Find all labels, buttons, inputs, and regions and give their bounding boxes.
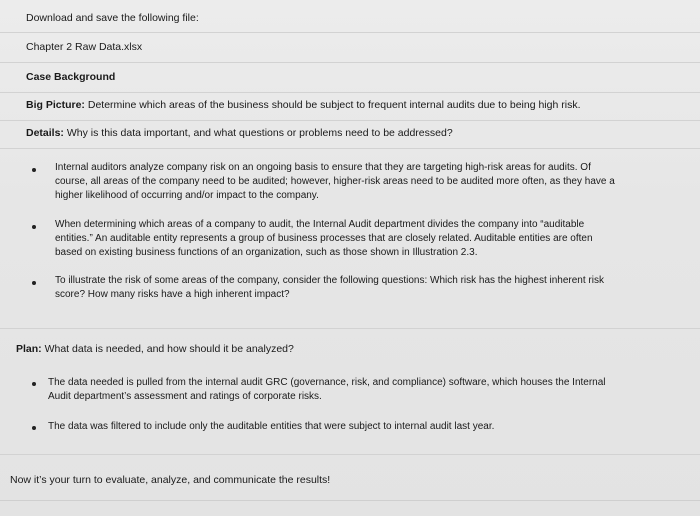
- paragraph-line: The data was filtered to include only the auditable entities that were subject to internal audit last year.: [48, 421, 495, 432]
- bullet-marker: [32, 168, 36, 172]
- big-picture-line: [26, 97, 580, 113]
- paragraph-line: The data needed is pulled from the internal audit GRC (governance, risk, and compliance) software, which houses the Internal: [48, 377, 606, 388]
- paragraph-line: higher likelihood of occurring and/or impact to the company.: [55, 190, 319, 201]
- bottom-divider: [0, 500, 700, 501]
- case-bullet-3: [55, 274, 604, 302]
- bullet-marker: [32, 225, 36, 229]
- plan-bullet-1: [48, 376, 606, 404]
- paragraph-line: To illustrate the risk of some areas of the company, consider the following questions: Which risk has the highest inherent risk: [55, 275, 604, 286]
- plan-line: [16, 341, 294, 357]
- big-picture-label: Big Picture:: [26, 99, 85, 111]
- paragraph-line: Audit department’s assessment and ratings of corporate risks.: [48, 391, 322, 402]
- details-line: [26, 125, 453, 141]
- paragraph-line: based on existing business functions of an organization, such as those shown in Illustration 2.3.: [55, 247, 478, 258]
- case-bullet-2: [55, 218, 593, 260]
- closing-line: Now it’s your turn to evaluate, analyze, and communicate the results!: [10, 474, 331, 486]
- paragraph-line: When determining which areas of a company to audit, the Internal Audit department divides the company into “auditable: [55, 219, 585, 230]
- details-label: Details:: [26, 127, 64, 139]
- case-bullet-1: [55, 161, 615, 203]
- section-heading-case-background: Case Background: [26, 71, 116, 83]
- paragraph-line: score? How many risks have a high inherent impact?: [55, 289, 290, 300]
- download-instruction: Download and save the following file:: [26, 12, 199, 24]
- plan-text: What data is needed, and how should it be analyzed?: [41, 343, 294, 355]
- details-text: Why is this data important, and what questions or problems need to be addressed?: [63, 127, 453, 139]
- paragraph-line: Internal auditors analyze company risk on an ongoing basis to ensure that they are targeting high-risk areas for audits. Of: [55, 162, 591, 173]
- bullet-marker: [32, 426, 36, 430]
- paragraph-line: course, all areas of the company need to be audited; however, higher-risk areas need to be audited more often, as they have a: [55, 176, 615, 187]
- bullet-marker: [32, 382, 36, 386]
- plan-label: Plan:: [16, 343, 42, 355]
- plan-bullet-2: [48, 420, 494, 434]
- bullet-marker: [32, 281, 36, 285]
- paragraph-line: entities.” An auditable entity represents a group of business processes that are closely related. Auditable entities are often: [55, 233, 593, 244]
- file-name-link[interactable]: Chapter 2 Raw Data.xlsx: [26, 41, 143, 53]
- big-picture-text: Determine which areas of the business should be subject to frequent internal audits due to being high risk.: [84, 99, 581, 111]
